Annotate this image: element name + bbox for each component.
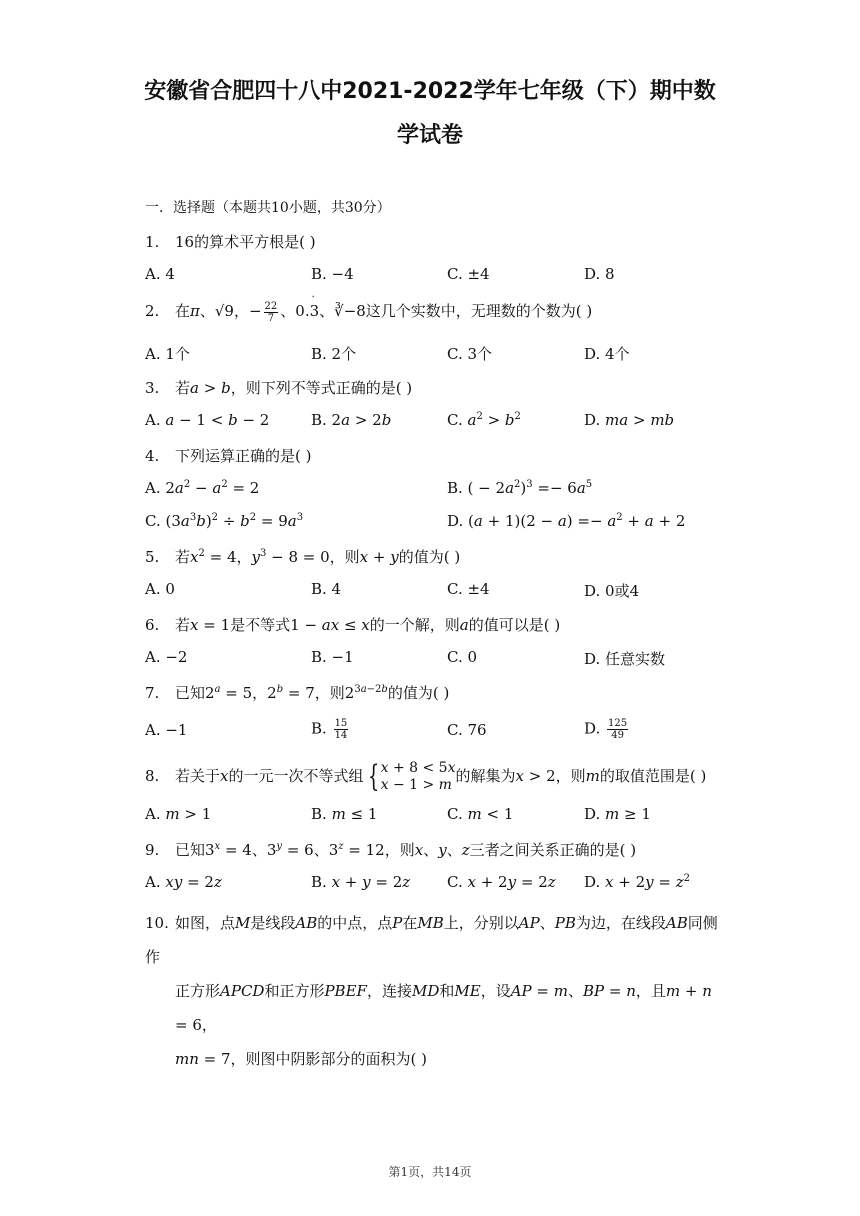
option-d: D. 任意实数 — [584, 650, 666, 668]
option-d: D. 0或4 — [584, 582, 640, 600]
question-3-text: 若a > b，则下列不等式正确的是( ) — [175, 379, 413, 397]
question-4-options-cd — [145, 512, 745, 534]
section-heading: 一．选择题（本题共10小题，共30分） — [145, 200, 391, 216]
question-9-options — [145, 873, 745, 895]
option-a: A. 1个 — [145, 345, 190, 363]
option-a: A. m > 1 — [145, 805, 212, 823]
question-10: 10. 如图，点M是线段AB的中点，点P在MB上，分别以AP、PB为边，在线段AB同侧作 正方形APCD和正方形PBEF，连接MD和ME，设AP = m、BP = n，且m + n = 6， mn = 7，则图中阴影部分的面积为( ) — [145, 914, 718, 1068]
option-b: B. −1 — [311, 648, 354, 666]
question-3: 3. 若a > b，则下列不等式正确的是( ) — [145, 379, 413, 397]
option-b: B. −4 — [311, 265, 354, 283]
question-9: 9. 已知$3^x = 4$、$3^y = 6$、$3^z = 12$，则x、y、z三者之间关系正确的是( ) — [145, 841, 637, 859]
title-line-2: 学试卷 — [396, 123, 463, 148]
question-5-options — [145, 580, 745, 602]
question-4: 4. 下列运算正确的是( ) — [145, 447, 312, 465]
option-c: C. 3个 — [447, 345, 493, 363]
option-d: D. 8 — [584, 265, 615, 283]
option-c: C. $a^2 > b^2$ — [447, 411, 521, 429]
option-d: D. ma > mb — [584, 411, 675, 429]
option-d: D. $x + 2y = z^2$ — [584, 873, 691, 891]
option-a: A. −1 — [145, 721, 188, 739]
option-b: B. 2a > 2b — [311, 411, 392, 429]
option-a: A. 4 — [145, 265, 175, 283]
question-7-options — [145, 718, 745, 746]
option-d: D. m ≥ 1 — [584, 805, 651, 823]
question-7: 7. 已知$2^a = 5$，$2^b = 7$，则$2^{3a-2b}$的值为( ) — [145, 684, 450, 702]
option-b: B. $\frac{15}{14}$ — [311, 718, 348, 741]
title-line-1: 安徽省合肥四十八中2021-2022学年七年级（下）期中数 — [144, 79, 716, 104]
question-1-text: 16的算术平方根是( ) — [175, 233, 316, 251]
option-c: C. $(3a^3b)^2 \div b^2 = 9a^3$ — [145, 512, 304, 530]
question-4-options-ab — [145, 479, 745, 501]
option-c: C. ±4 — [447, 265, 490, 283]
option-a: A. −2 — [145, 648, 188, 666]
option-b: B. x + y = 2z — [311, 873, 411, 891]
option-c: C. 0 — [447, 648, 478, 666]
option-a: A. xy = 2z — [145, 873, 222, 891]
page-title — [0, 70, 860, 158]
question-1-options — [145, 265, 745, 287]
option-c: C. ±4 — [447, 580, 490, 598]
question-4-text: 下列运算正确的是( ) — [175, 447, 312, 465]
question-6: 6. 若x = 1是不等式1 − ax ≤ x的一个解，则a的值可以是( ) — [145, 616, 561, 634]
option-c: C. m < 1 — [447, 805, 514, 823]
option-a: A. $2a^2 - a^2 = 2$ — [145, 479, 260, 497]
question-5-text: 若$x^2 = 4$，$y^3 - 8 = 0$，则x + y的值为( ) — [175, 548, 461, 566]
question-8-text: 若关于x的一元一次不等式组 { x + 8 < 5x x − 1 > m 的解集为x > 2，则m的取值范围是( ) — [175, 759, 707, 794]
question-8: 8. 若关于x的一元一次不等式组 { x + 8 < 5x x − 1 > m 的解集为x > 2，则m的取值范围是( ) — [145, 759, 707, 794]
question-5: 5. 若$x^2 = 4$，$y^3 - 8 = 0$，则x + y的值为( ) — [145, 548, 461, 566]
option-a: A. a − 1 < b − 2 — [145, 411, 270, 429]
question-9-text: 已知$3^x = 4$、$3^y = 6$、$3^z = 12$，则x、y、z三者之间关系正确的是( ) — [175, 841, 637, 859]
option-c: C. x + 2y = 2z — [447, 873, 556, 891]
question-3-options — [145, 411, 745, 433]
page-footer: 第1页，共14页 — [388, 1165, 472, 1179]
question-6-options — [145, 648, 745, 670]
question-6-text: 若x = 1是不等式1 − ax ≤ x的一个解，则a的值可以是( ) — [175, 616, 561, 634]
option-d: D. 4个 — [584, 345, 630, 363]
option-a: A. 0 — [145, 580, 175, 598]
option-d: D. $(a + 1)(2 - a) =- a^2 + a + 2$ — [447, 512, 686, 530]
option-b: B. 4 — [311, 580, 342, 598]
option-b: B. m ≤ 1 — [311, 805, 378, 823]
question-2-text: 在π、√9，− $\frac{22}{7}$ 、0.3 · 、∛−8这几个实数中，无理数的个数为( ) — [175, 292, 593, 324]
option-b: B. 2个 — [311, 345, 357, 363]
option-d: D. $\frac{125}{49}$ — [584, 718, 628, 741]
question-2: 2. 在π、√9，− $\frac{22}{7}$ 、0.3 · 、∛−8这几个实数中，无理数的个数为( ) — [145, 292, 593, 324]
question-2-options — [145, 343, 745, 365]
option-c: C. 76 — [447, 721, 487, 739]
question-7-text: 已知$2^a = 5$，$2^b = 7$，则$2^{3a-2b}$的值为( ) — [175, 684, 450, 702]
question-1: 1. 16的算术平方根是( ) — [145, 233, 316, 251]
question-8-options — [145, 805, 745, 827]
option-b: B. ( − $2a^2)^3 =- 6a^5$ — [447, 479, 593, 497]
